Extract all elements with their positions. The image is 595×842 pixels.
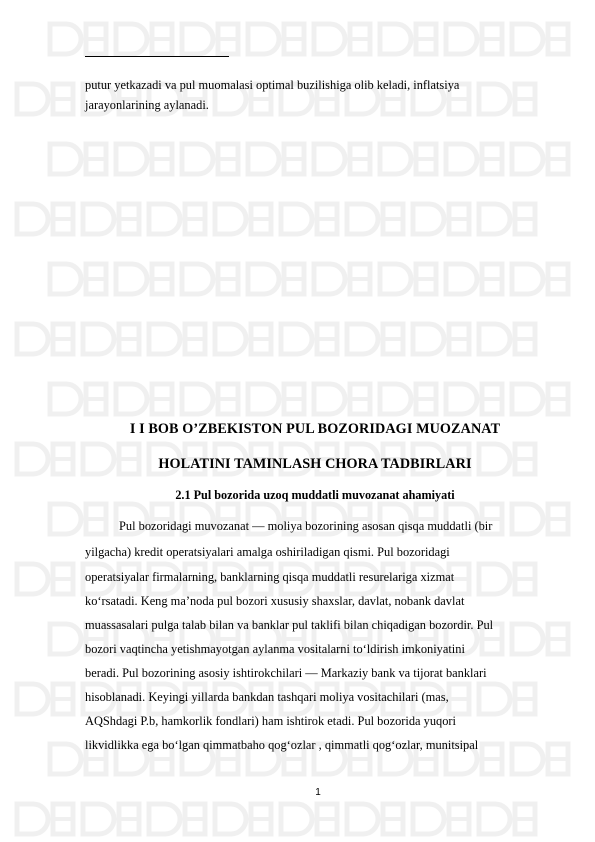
document-logo-watermark [442,380,506,418]
document-logo-watermark [178,380,242,418]
document-logo-watermark [112,260,176,298]
document-logo-watermark [409,320,473,358]
document-logo-watermark [442,20,506,58]
document-logo-watermark [244,140,308,178]
body-line: ko‘rsatadi. Keng ma’noda pul bozori xususiy shaxslar, davlat, nobank davlat [85,594,465,608]
document-logo-watermark [13,680,77,718]
document-logo-watermark [79,800,143,838]
document-logo-watermark [178,260,242,298]
document-logo-watermark [13,80,77,118]
document-logo-watermark [343,320,407,358]
document-logo-watermark [343,800,407,838]
document-logo-watermark [508,20,572,58]
document-logo-watermark [211,200,275,238]
body-line: muassasalari pulga talab bilan va banklar pul taklifi bilan chiqadigan bozordir. Pul [85,618,494,632]
document-logo-watermark [508,380,572,418]
document-logo-watermark [310,380,374,418]
document-logo-watermark [13,560,77,598]
document-logo-watermark [409,200,473,238]
document-logo-watermark [46,500,110,538]
body-line: AQShdagi P.b, hamkorlik fondlari) ham ishtirok etadi. Pul bozorida yuqori [85,714,456,728]
document-logo-watermark [13,200,77,238]
document-logo-watermark [46,20,110,58]
body-line: bozori vaqtincha yetishmayotgan aylanma vositalarni to‘ldirish imkoniyatini [85,642,465,656]
document-logo-watermark [475,320,539,358]
document-logo-watermark [244,260,308,298]
paragraph-line: jarayonlarining aylanadi. [85,98,209,112]
document-logo-watermark [244,20,308,58]
page-number: 1 [315,787,321,798]
document-logo-watermark [409,800,473,838]
document-logo-watermark [475,560,539,598]
document-logo-watermark [376,20,440,58]
document-logo-watermark [178,20,242,58]
document-logo-watermark [112,20,176,58]
document-logo-watermark [442,260,506,298]
document-logo-watermark [475,680,539,718]
document-logo-watermark [277,320,341,358]
document-logo-watermark [343,200,407,238]
chapter-title-line: HOLATINI TAMINLASH CHORA TADBIRLARI [158,456,472,472]
chapter-title-line: I I BOB O’ZBEKISTON PUL BOZORIDAGI MUOZANAT [129,421,501,437]
document-logo-watermark [79,320,143,358]
document-logo-watermark [13,800,77,838]
document-logo-watermark [79,200,143,238]
document-logo-watermark [475,800,539,838]
document-logo-watermark [508,140,572,178]
document-logo-watermark [112,380,176,418]
document-logo-watermark [442,140,506,178]
section-title: 2.1 Pul bozorida uzoq muddatli muvozanat ahamiyati [175,488,455,502]
document-logo-watermark [13,320,77,358]
document-logo-watermark [376,140,440,178]
document-logo-watermark [112,140,176,178]
document-logo-watermark [277,200,341,238]
body-line: Pul bozoridagi muvozanat — moliya bozorining asosan qisqa muddatli (bir [119,519,493,533]
document-logo-watermark [211,320,275,358]
document-logo-watermark [310,260,374,298]
document-logo-watermark [46,380,110,418]
document-logo-watermark [508,740,572,778]
document-logo-watermark [277,800,341,838]
document-logo-watermark [508,260,572,298]
document-logo-watermark [376,380,440,418]
paragraph-line: putur yetkazadi va pul muomalasi optimal buzilishiga olib keladi, inflatsiya [85,78,460,92]
document-logo-watermark [145,200,209,238]
document-logo-watermark [211,800,275,838]
document-logo-watermark [145,320,209,358]
document-logo-watermark [475,200,539,238]
document-logo-watermark [475,80,539,118]
body-line: yilgacha) kredit operatsiyalari amalga oshiriladigan qismi. Pul bozoridagi [85,545,450,559]
document-logo-watermark [46,260,110,298]
document-logo-watermark [310,140,374,178]
document-logo-watermark [310,20,374,58]
footnote-separator-line [85,56,229,57]
document-logo-watermark [376,260,440,298]
body-line: hisoblanadi. Keyingi yillarda bankdan tashqari moliya vositachilari (mas, [85,690,449,704]
body-line: operatsiyalar firmalarning, banklarning qisqa muddatli resurelariga xizmat [85,570,455,584]
document-logo-watermark [145,800,209,838]
document-logo-watermark [508,500,572,538]
body-line: beradi. Pul bozorining asosiy ishtirokchilari — Markaziy bank va tijorat banklari [85,666,487,680]
body-line: likvidlikka ega bo‘lgan qimmatbaho qog‘ozlar , qimmatli qog‘ozlar, munitsipal [85,738,479,752]
document-logo-watermark [46,140,110,178]
document-logo-watermark [244,380,308,418]
document-logo-watermark [178,140,242,178]
document-logo-watermark [508,620,572,658]
